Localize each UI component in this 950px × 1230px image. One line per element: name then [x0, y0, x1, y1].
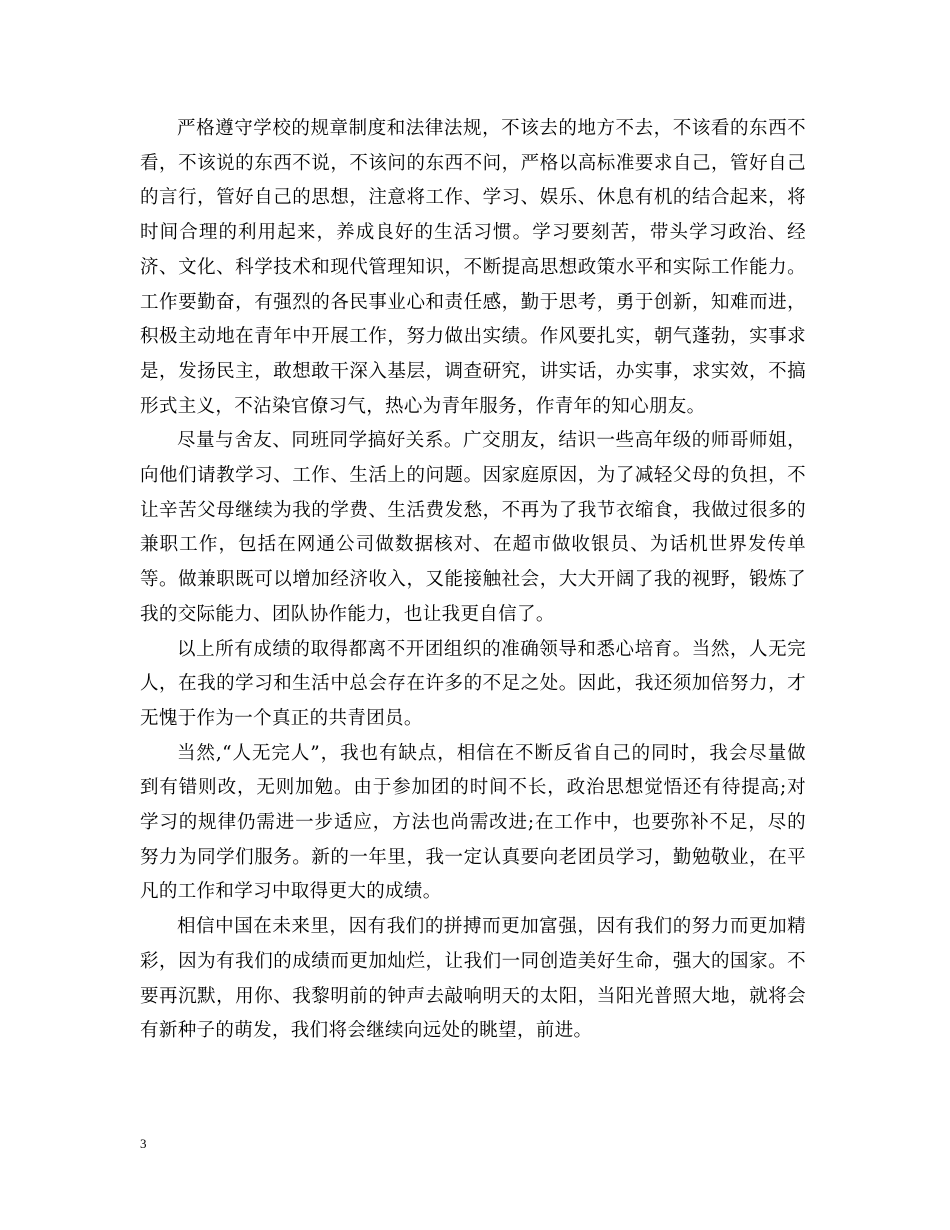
paragraph-2: 尽量与舍友、同班同学搞好关系。广交朋友，结识一些高年级的师哥师姐，向他们请教学习、工作、生活上的问题。因家庭原因，为了减轻父母的负担，不让辛苦父母继续为我的学费、生活费发愁，不再为了我节衣缩食，我做过很多的兼职工作，包括在网通公司做数据核对、在超市做收银员、为话机世界发传单等。做兼职既可以增加经济收入，又能接触社会，大大开阔了我的视野，锻炼了我的交际能力、团队协作能力，也让我更自信了。	[140, 430, 806, 625]
paragraph-4: 当然,“人无完人”，我也有缺点，相信在不断反省自己的同时，我会尽量做到有错则改，无则加勉。由于参加团的时间不长，政治思想觉悟还有待提高;对学习的规律仍需进一步适应，方法也尚需改进;在工作中，也要弥补不足，尽的努力为同学们服务。新的一年里，我一定认真要向老团员学习，勤勉敬业，在平凡的工作和学习中取得更大的成绩。	[140, 742, 806, 903]
paragraph-3: 以上所有成绩的取得都离不开团组织的准确领导和悉心培育。当然，人无完人，在我的学习和生活中总会存在许多的不足之处。因此，我还须加倍努力，才无愧于作为一个真正的共青团员。	[140, 638, 806, 729]
paragraph-5: 相信中国在未来里，因有我们的拼搏而更加富强，因有我们的努力而更加精彩，因为有我们的成绩而更加灿烂，让我们一同创造美好生命，强大的国家。不要再沉默，用你、我黎明前的钟声去敲响明天的太阳，当阳光普照大地，就将会有新种子的萌发，我们将会继续向远处的眺望，前进。	[140, 916, 806, 1042]
page-number: 3	[140, 1136, 147, 1151]
paragraph-1: 严格遵守学校的规章制度和法律法规，不该去的地方不去，不该看的东西不看，不该说的东西不说，不该问的东西不问，严格以高标准要求自己，管好自己的言行，管好自己的思想，注意将工作、学习、娱乐、休息有机的结合起来，将时间合理的利用起来，养成良好的生活习惯。学习要刻苦，带头学习政治、经济、文化、科学技术和现代管理知识，不断提高思想政策水平和实际工作能力。工作要勤奋，有强烈的各民事业心和责任感，勤于思考，勇于创新，知难而进，积极主动地在青年中开展工作，努力做出实绩。作风要扎实，朝气蓬勃，实事求是，发扬民主，敢想敢干深入基层，调查研究，讲实话，办实事，求实效，不搞形式主义，不沾染官僚习气，热心为青年服务，作青年的知心朋友。	[140, 118, 806, 417]
document-body	[140, 112, 806, 1049]
